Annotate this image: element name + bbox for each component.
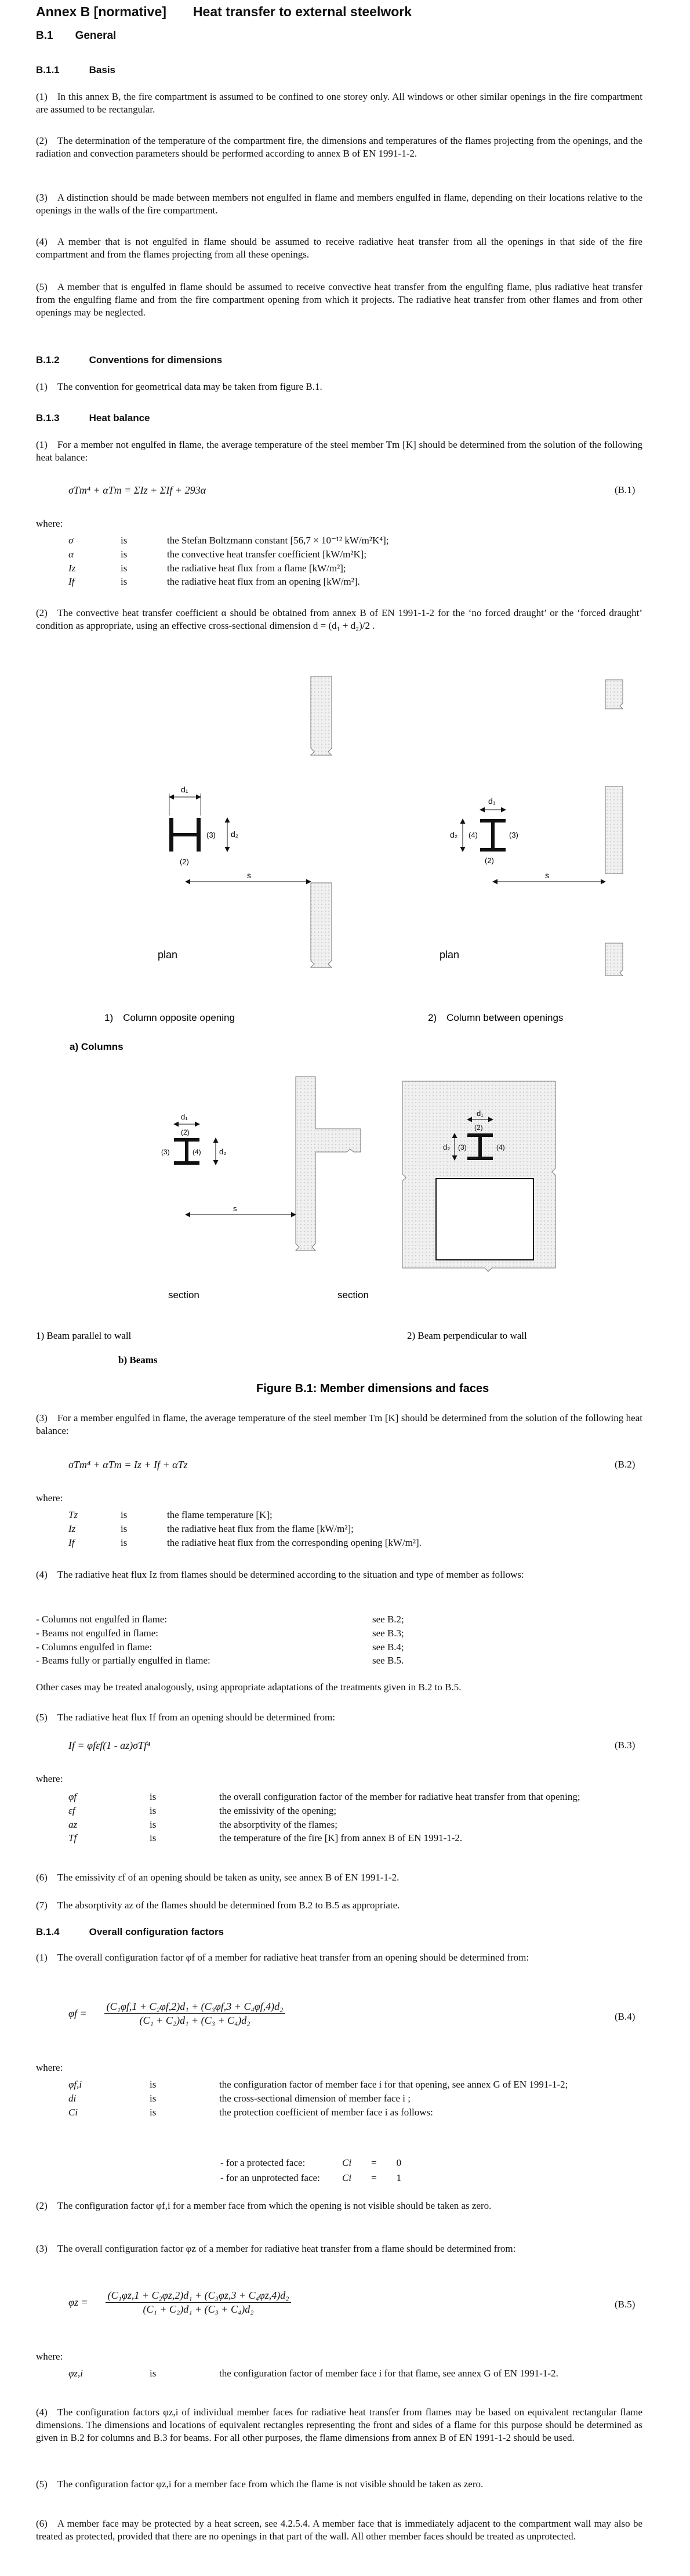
columns-subcaption: a) Columns [70, 1041, 124, 1052]
definition-row [68, 2367, 613, 2381]
definition-description: the radiative heat flux from the flame [kW/m²]; [167, 1523, 354, 1534]
d1-label-beam: d₁ [181, 1113, 188, 1121]
definition-symbol: φf [68, 1791, 77, 1802]
flame-case-item [36, 1640, 404, 1654]
flame-case-reference: see B.4; [372, 1641, 404, 1653]
definition-symbol: Tf [68, 1832, 77, 1844]
equation-b5-number: (B.5) [615, 2299, 635, 2310]
d1-label-beam-right: d₁ [477, 1109, 484, 1118]
definition-is: is [150, 2368, 157, 2379]
definition-is: is [150, 1832, 157, 1844]
plan-label-right: plan [440, 949, 460, 961]
beam-web [478, 1137, 482, 1157]
b14-para-2: (2) The configuration factor φf,i for a member face from which the opening is not visible should be taken as zero. [36, 2200, 492, 2211]
b13-para-4: (4) The radiative heat flux Iz from flames should be determined according to the situation and type of member as follows: [36, 1569, 524, 1580]
face-3-label-right: (3) [509, 831, 518, 839]
flame-cases-list [36, 1613, 404, 1668]
definition-is: is [121, 576, 128, 588]
b11-para-3: (3) A distinction should be made between members not engulfed in flame and members engulfed in flame, depending on their locations relative to the openings in the walls of the fire compartment. [36, 192, 642, 216]
equation-b4-numerator: (C₁φf,1 + C₂φf,2)d₁ + (C₃φf,3 + C₄φf,4)d₂ [104, 2000, 286, 2014]
definition-description: the protection coefficient of member face i as follows: [219, 2106, 433, 2118]
b11-para-2: (2) The determination of the temperature of the compartment fire, the dimensions and temperatures of the flames projecting from the openings, and the radiation and convection parameters should be performed according to annex B of EN 1991-1-2. [36, 135, 642, 159]
protected-face-symbol: Ci [342, 2157, 352, 2168]
equation-b4-lhs: φf = [68, 2008, 87, 2020]
wall-segment [605, 787, 623, 874]
beams-subcaption: b) Beams [118, 1354, 158, 1365]
beam-flange [174, 1138, 199, 1142]
definitions-b2 [68, 1508, 613, 1549]
definition-description: the radiative heat flux from the corresponding opening [kW/m²]. [167, 1537, 422, 1548]
definition-description: the absorptivity of the flames; [219, 1818, 337, 1830]
flame-case-label: - Columns not engulfed in flame: [36, 1614, 168, 1625]
flame-case-item [36, 1613, 404, 1626]
equation-b3-number: (B.3) [615, 1740, 635, 1751]
where-label-1: where: [36, 518, 63, 529]
unprotected-face-value: = 1 [371, 2172, 402, 2183]
flame-case-label: - Beams not engulfed in flame: [36, 1627, 159, 1639]
section-b11-heading: B.1.1 Basis [36, 64, 115, 75]
where-label-3: where: [36, 1773, 63, 1784]
definition-row [68, 1536, 613, 1550]
beam-flange [467, 1157, 493, 1160]
definition-description: the configuration factor of member face i for that flame, see annex G of EN 1991-1-2. [219, 2368, 558, 2379]
unprotected-face-symbol: Ci [342, 2172, 352, 2183]
definition-row [68, 534, 613, 548]
definition-symbol: Iz [68, 1523, 76, 1534]
where-label-4: where: [36, 2062, 63, 2073]
wall-segment [605, 680, 623, 709]
b13-para-2: (2) The convective heat transfer coefficient α should be obtained from annex B of EN 1991-1-2 for the ‘no forced draught’ or the ‘forced draught’ condition as appropriate, using an effective cross-sectional dimension d = (d₁ + d₂)/2 . [36, 607, 642, 631]
face-4-label-beam-right: (4) [496, 1143, 505, 1151]
annex-title: Annex B [normative] Heat transfer to external steelwork [36, 4, 412, 19]
b13-para-7: (7) The absorptivity az of the flames should be determined from B.2 to B.5 as appropriate. [36, 1900, 400, 1911]
definition-row [68, 2106, 613, 2120]
face-3-label: (3) [206, 831, 216, 839]
equation-b5-numerator: (C₁φz,1 + C₂φz,2)d₁ + (C₃φz,3 + C₄φz,4)d₂ [106, 2289, 292, 2303]
b13-para-5: (5) The radiative heat flux If from an opening should be determined from: [36, 1712, 335, 1723]
wall-floor-section [296, 1077, 361, 1251]
wall-segment [311, 676, 332, 755]
b11-para-4: (4) A member that is not engulfed in flame should be assumed to receive radiative heat transfer from all the openings in that side of the fire compartment and from the flames projecting from all these openings. [36, 236, 642, 260]
definition-description: the radiative heat flux from an opening [kW/m²]. [167, 576, 360, 588]
definition-is: is [150, 2079, 157, 2090]
definition-is: is [121, 1509, 128, 1520]
equation-b5 [68, 2289, 291, 2316]
definition-description: the emissivity of the opening; [219, 1805, 337, 1816]
equation-b4 [68, 2000, 285, 2027]
s-label-right: s [545, 871, 549, 880]
definition-description: the flame temperature [K]; [167, 1509, 273, 1520]
face-3-label-beam: (3) [161, 1148, 170, 1156]
b14-para-6: (6) A member face may be protected by a heat screen, see 4.2.5.4. A member face that is immediately adjacent to the compartment wall may also be treated as protected, provided that there are no openings in that part of the wall. All other member faces should be treated as unprotected. [36, 2518, 642, 2542]
definition-description: the temperature of the fire [K] from annex B of EN 1991-1-2. [219, 1832, 463, 1844]
section-label-middle: section [337, 1289, 369, 1300]
flame-case-label: - Columns engulfed in flame: [36, 1641, 152, 1653]
other-cases-text: Other cases may be treated analogously, using appropriate adaptations of the treatments given in B.2 to B.5. [36, 1682, 462, 1693]
definition-is: is [121, 535, 128, 546]
flame-case-reference: see B.3; [372, 1627, 404, 1639]
column-opposite-opening-diagram [158, 676, 332, 968]
definition-symbol: εf [68, 1805, 75, 1816]
definition-row [68, 2092, 613, 2106]
wall-segment [311, 883, 332, 968]
figure-caption: Figure B.1: Member dimensions and faces [256, 1382, 489, 1395]
face-2-label-beam-right: (2) [474, 1124, 483, 1132]
beam-perpendicular-to-wall-diagram [402, 1081, 555, 1271]
definition-is: is [121, 1523, 128, 1534]
definition-is: is [150, 1791, 157, 1802]
definition-description: the Stefan Boltzmann constant [56,7 × 10⁻¹² kW/m²K⁴]; [167, 535, 389, 546]
definition-description: the convective heat transfer coefficient [kW/m²K]; [167, 548, 367, 560]
face-4-label-beam: (4) [193, 1148, 201, 1156]
column-flange [197, 818, 201, 852]
definition-is: is [121, 562, 128, 574]
definition-is: is [150, 2092, 157, 2104]
b14-para-4: (4) The configuration factors φz,i of individual member faces for radiative heat transfer from flames may be based on equivalent rectangular flame dimensions. The dimensions and locations of equivalent rectangles representing the front and sides of a flame for this purpose should be determined as given in B.2 for columns and B.3 for beams. For all other purposes, the flame dimensions from annex B of EN 1991-1-2 should be used. [36, 2407, 642, 2443]
d2-label-beam: d₂ [219, 1147, 227, 1156]
d1-label: d₁ [181, 785, 188, 794]
face-2-label-right: (2) [485, 856, 494, 865]
b14-para-5: (5) The configuration factor φz,i for a member face from which the flame is not visible should be taken as zero. [36, 2479, 484, 2490]
d2-label-right: d₂ [450, 830, 458, 839]
face-3-label-beam-right: (3) [458, 1143, 467, 1151]
definition-row [68, 548, 613, 561]
definition-symbol: Tz [68, 1509, 78, 1520]
definition-symbol: di [68, 2092, 77, 2104]
section-b13-heading: B.1.3 Heat balance [36, 412, 150, 423]
protection-coefficients [220, 2157, 510, 2184]
section-b14-heading: B.1.4 Overall configuration factors [36, 1926, 224, 1937]
definition-row [68, 2078, 613, 2092]
definition-symbol: φz,i [68, 2368, 83, 2379]
definition-description: the configuration factor of member face i for that opening, see annex G of EN 1991-1-2; [219, 2079, 568, 2090]
definition-is: is [150, 2106, 157, 2118]
definition-symbol: If [68, 1537, 75, 1548]
b13-para-1: (1) For a member not engulfed in flame, the average temperature of the steel member Tm [K] should be determined from the solution of the following heat balance: [36, 439, 642, 463]
face-4-label: (4) [469, 831, 478, 839]
column-between-openings-diagram [440, 680, 623, 976]
equation-b3: If = φfεf(1 - az)σTf⁴ [68, 1740, 151, 1751]
definition-description: the cross-sectional dimension of member face i ; [219, 2092, 411, 2104]
beam-parallel-to-wall-diagram [161, 1077, 369, 1300]
definition-is: is [150, 1818, 157, 1830]
caption-beam-parallel: 1) Beam parallel to wall [36, 1330, 132, 1341]
equation-b1: σTm⁴ + αTm = ΣIz + ΣIf + 293α [68, 484, 206, 496]
column-flange [480, 819, 506, 823]
equation-b5-denominator: (C₁ + C₂)d₁ + (C₃ + C₄)d₂ [143, 2303, 254, 2316]
b14-para-3: (3) The overall configuration factor φz of a member for radiative heat transfer from a flame should be determined from: [36, 2243, 516, 2254]
flame-case-item [36, 1626, 404, 1640]
definition-symbol: α [68, 548, 74, 560]
unprotected-face-label: - for an unprotected face: [220, 2172, 320, 2183]
column-flange [480, 848, 506, 852]
b11-para-1: (1) In this annex B, the fire compartment is assumed to be confined to one storey only. All windows or other similar openings in the fire compartment are assumed to be rectangular. [36, 91, 642, 115]
b11-para-5: (5) A member that is engulfed in flame should be assumed to receive convective heat transfer from the engulfing flame, plus radiative heat transfer from the engulfing flame and from the fire compartment opening from which it projects. The radiative heat transfer from other flames and from other openings may be neglected. [36, 281, 642, 318]
protected-face-value: = 0 [371, 2157, 402, 2168]
flame-case-label: - Beams fully or partially engulfed in flame: [36, 1655, 210, 1666]
definition-is: is [121, 1537, 128, 1548]
definition-row [68, 1804, 613, 1818]
b13-para-6: (6) The emissivity εf of an opening should be taken as unity, see annex B of EN 1991-1-2. [36, 1872, 400, 1883]
section-b12-heading: B.1.2 Conventions for dimensions [36, 354, 223, 365]
flame-case-reference: see B.5. [372, 1655, 404, 1666]
beam-flange [174, 1161, 199, 1165]
equation-b2-number: (B.2) [615, 1459, 635, 1470]
definition-row [68, 1818, 613, 1832]
equation-b2: σTm⁴ + αTm = Iz + If + αTz [68, 1459, 188, 1470]
section-b1-heading: B.1 General [36, 30, 117, 42]
definition-is: is [150, 1805, 157, 1816]
flame-case-item [36, 1654, 404, 1668]
definition-row [68, 561, 613, 575]
definition-row [68, 1508, 613, 1522]
where-label-5: where: [36, 2351, 63, 2362]
column-flange [169, 818, 173, 852]
definition-symbol: az [68, 1818, 78, 1830]
s-label: s [247, 871, 251, 880]
b12-para-1: (1) The convention for geometrical data may be taken from figure B.1. [36, 381, 322, 392]
wall-segment [605, 943, 623, 976]
caption-beam-perpendicular: 2) Beam perpendicular to wall [407, 1330, 527, 1341]
face-2-label: (2) [180, 857, 189, 866]
protected-face-label: - for a protected face: [220, 2157, 306, 2168]
caption-column-opposite-opening: 1) Column opposite opening [104, 1012, 235, 1023]
d2-label: d₂ [231, 829, 239, 839]
b13-para-3: (3) For a member engulfed in flame, the average temperature of the steel member Tm [K] should be determined from the solution of the following heat balance: [36, 1412, 642, 1436]
definition-symbol: Iz [68, 562, 76, 574]
definitions-b5 [68, 2367, 613, 2381]
definition-row [68, 575, 613, 589]
definition-description: the overall configuration factor of the member for radiative heat transfer from that opening; [219, 1791, 580, 1802]
definitions-b4 [68, 2078, 613, 2119]
figure-b1 [0, 655, 690, 1433]
definitions-b1 [68, 534, 613, 589]
equation-b1-number: (B.1) [615, 484, 635, 495]
equation-b4-number: (B.4) [615, 2011, 635, 2022]
definition-description: the radiative heat flux from a flame [kW/m²]; [167, 562, 346, 574]
definition-row [68, 1522, 613, 1536]
definition-row [68, 1831, 613, 1845]
s-label-beam: s [233, 1204, 237, 1213]
face-2-label-beam: (2) [181, 1128, 190, 1136]
equation-b4-denominator: (C₁ + C₂)d₁ + (C₃ + C₄)d₂ [139, 2015, 250, 2027]
b14-para-1: (1) The overall configuration factor φf of a member for radiative heat transfer from an opening should be determined from: [36, 1952, 529, 1963]
beam-web [185, 1142, 188, 1161]
opening [436, 1179, 533, 1260]
definition-symbol: Ci [68, 2106, 78, 2118]
definition-symbol: If [68, 576, 75, 588]
column-web [173, 833, 197, 836]
caption-column-between-openings: 2) Column between openings [428, 1012, 564, 1023]
d2-label-beam-right: d₂ [443, 1143, 451, 1151]
definition-is: is [121, 548, 128, 560]
beam-flange [467, 1133, 493, 1137]
definition-row [68, 1790, 613, 1804]
where-label-2: where: [36, 1492, 63, 1503]
plan-label: plan [158, 949, 178, 961]
section-label-left: section [168, 1289, 199, 1300]
definitions-b3 [68, 1790, 613, 1845]
d1-label-right: d₁ [488, 796, 496, 806]
definition-symbol: σ [68, 535, 74, 546]
equation-b5-lhs: φz = [68, 2296, 88, 2309]
column-web [491, 823, 495, 848]
flame-case-reference: see B.2; [372, 1614, 404, 1625]
definition-symbol: φf,i [68, 2079, 82, 2090]
